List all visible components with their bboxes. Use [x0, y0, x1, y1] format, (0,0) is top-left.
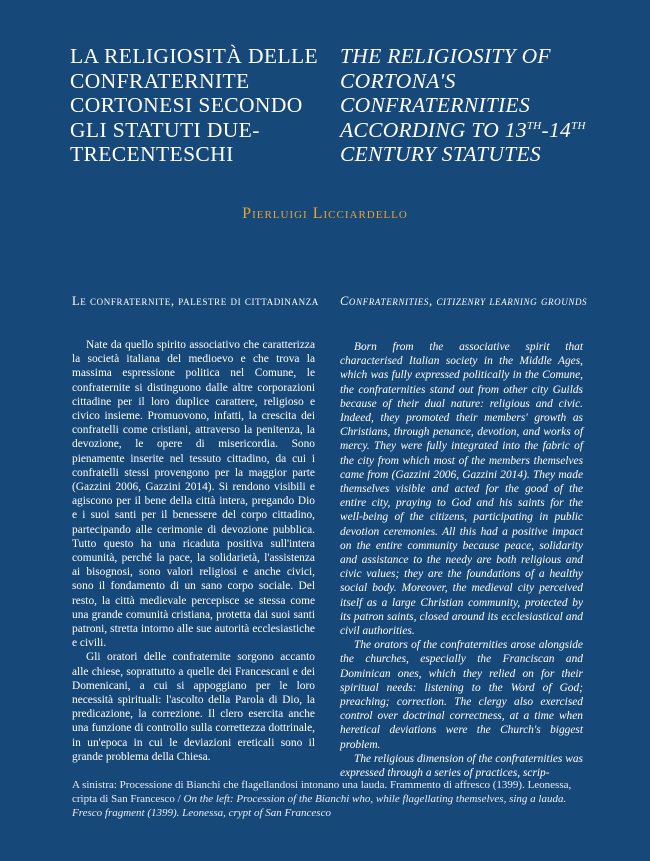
body-paragraph: Gli oratori delle confraternite sorgono accanto alle chiese, soprattutto a quelle dei Francescani e dei Domenicani, a cui si appoggiano per le loro necessità spirituali: l'ascolto della Parola di Dio, la predicazione, la correzione. Il clero esercita anche una funzione di controllo sulla correttezza dottrinale, in un'epoca in cui le deviazioni ereticali sono il grande problema della Chiesa. [72, 651, 315, 763]
title-english-part2: -14 [541, 117, 572, 142]
caption-english: On the left: Procession of the Bianchi who, while flagellating themselves, sing a lauda. Fresco fragment (1399). Leonessa, crypt of San Francesco [72, 792, 567, 819]
title-english-sup1: TH [526, 119, 542, 132]
body-paragraph: Nate da quello spirito associativo che caratterizza la società italiana del medioevo e che trova la massima espressione politica nel Comune, le confraternite si distinguono dalle altre corporazioni cittadine per il loro duplice carattere, religioso e civico insieme. Promuovono, infatti, la crescita dei confratelli come cristiani, attraverso la penitenza, la devozione, le opere di misericordia. Sono pienamente inserite nel tessuto cittadino, da cui i confratelli stessi provengono per la maggior parte (Gazzini 2006, Gazzini 2014). Si rendono visibili e agiscono per il bene della città intera, pregando Dio e i suoi santi per il benessere del corpo cittadino, partecipando alle cerimonie di devozione pubblica. Tutto questo ha una ricaduta positiva sull'intera comunità, perché la pace, la solidarietà, l'assistenza ai bisognosi, sono valori religiosi e anche civici, sono il fondamento di un sano corpo sociale. Del resto, la città medievale percepisce se stessa come una grande comunità cristiana, protetta dai suoi santi patroni, stretta intorno alle sue autorità ecclesiastiche e civili. [72, 339, 315, 650]
body-paragraph: Born from the associative spirit that characterised Italian society in the Middle Ages, which was fully expressed politically in the Comune, the confraternities stand out from other city Guilds because of their dual nature: religious and civic. Indeed, they promoted their members' growth as Christians, through penance, devotion, and works of mercy. They were fully integrated into the fabric of the city from which most of the members themselves came from (Gazzini 2006, Gazzini 2014). They made themselves visible and acted for the good of the entire city, praying to God and his saints for the well-being of the citizens, participating in public devotion ceremonies. All this had a positive impact on the entire community because peace, solidarity and assistance to the needy are both religious and civic values; they are the foundations of a healthy social body. Moreover, the medieval city perceived itself as a large Christian community, protected by its patron saints, closed around its ecclesiastical and civil authorities. [340, 341, 583, 638]
body-column-english [340, 340, 583, 780]
title-english-part3: CENTURY STATUTES [340, 142, 541, 166]
body-column-italian [72, 338, 315, 764]
section-heading-italian: Le confraternite, palestre di cittadinanza [72, 294, 319, 308]
body-paragraph: The religious dimension of the confraternities was expressed through a series of practices, scrip- [340, 752, 583, 780]
caption-italian: A sinistra: Processione di Bianchi che flagellandosi intonano una lauda. Frammento di affresco (1399). Leonessa, cripta di San Francesco / [72, 779, 572, 805]
section-heading-english: Confraternities, citizenry learning grounds [340, 294, 588, 308]
body-paragraph: The orators of the confraternities arose alongside the churches, especially the Franciscan and Dominican ones, which they relied on for their spiritual needs: listening to the Word of God; preaching; correction. The clergy also exercised control over doctrinal correctness, at a time when heretical deviations were the Church's biggest problem. [340, 639, 583, 751]
title-english-part1: THE RELIGIOSITY OF CORTONA'S CONFRATERNITIES ACCORDING TO 13 [340, 44, 551, 142]
title-english [340, 44, 630, 167]
author-name: Pierluigi Licciardello [242, 205, 408, 222]
title-english-sup2: TH [571, 119, 586, 132]
figure-caption [72, 779, 584, 820]
title-italian: LA RELIGIOSITÀ DELLE CONFRATERNITE CORTONESI SECONDO GLI STATUTI DUE-TRECENTESCHI [70, 44, 319, 166]
